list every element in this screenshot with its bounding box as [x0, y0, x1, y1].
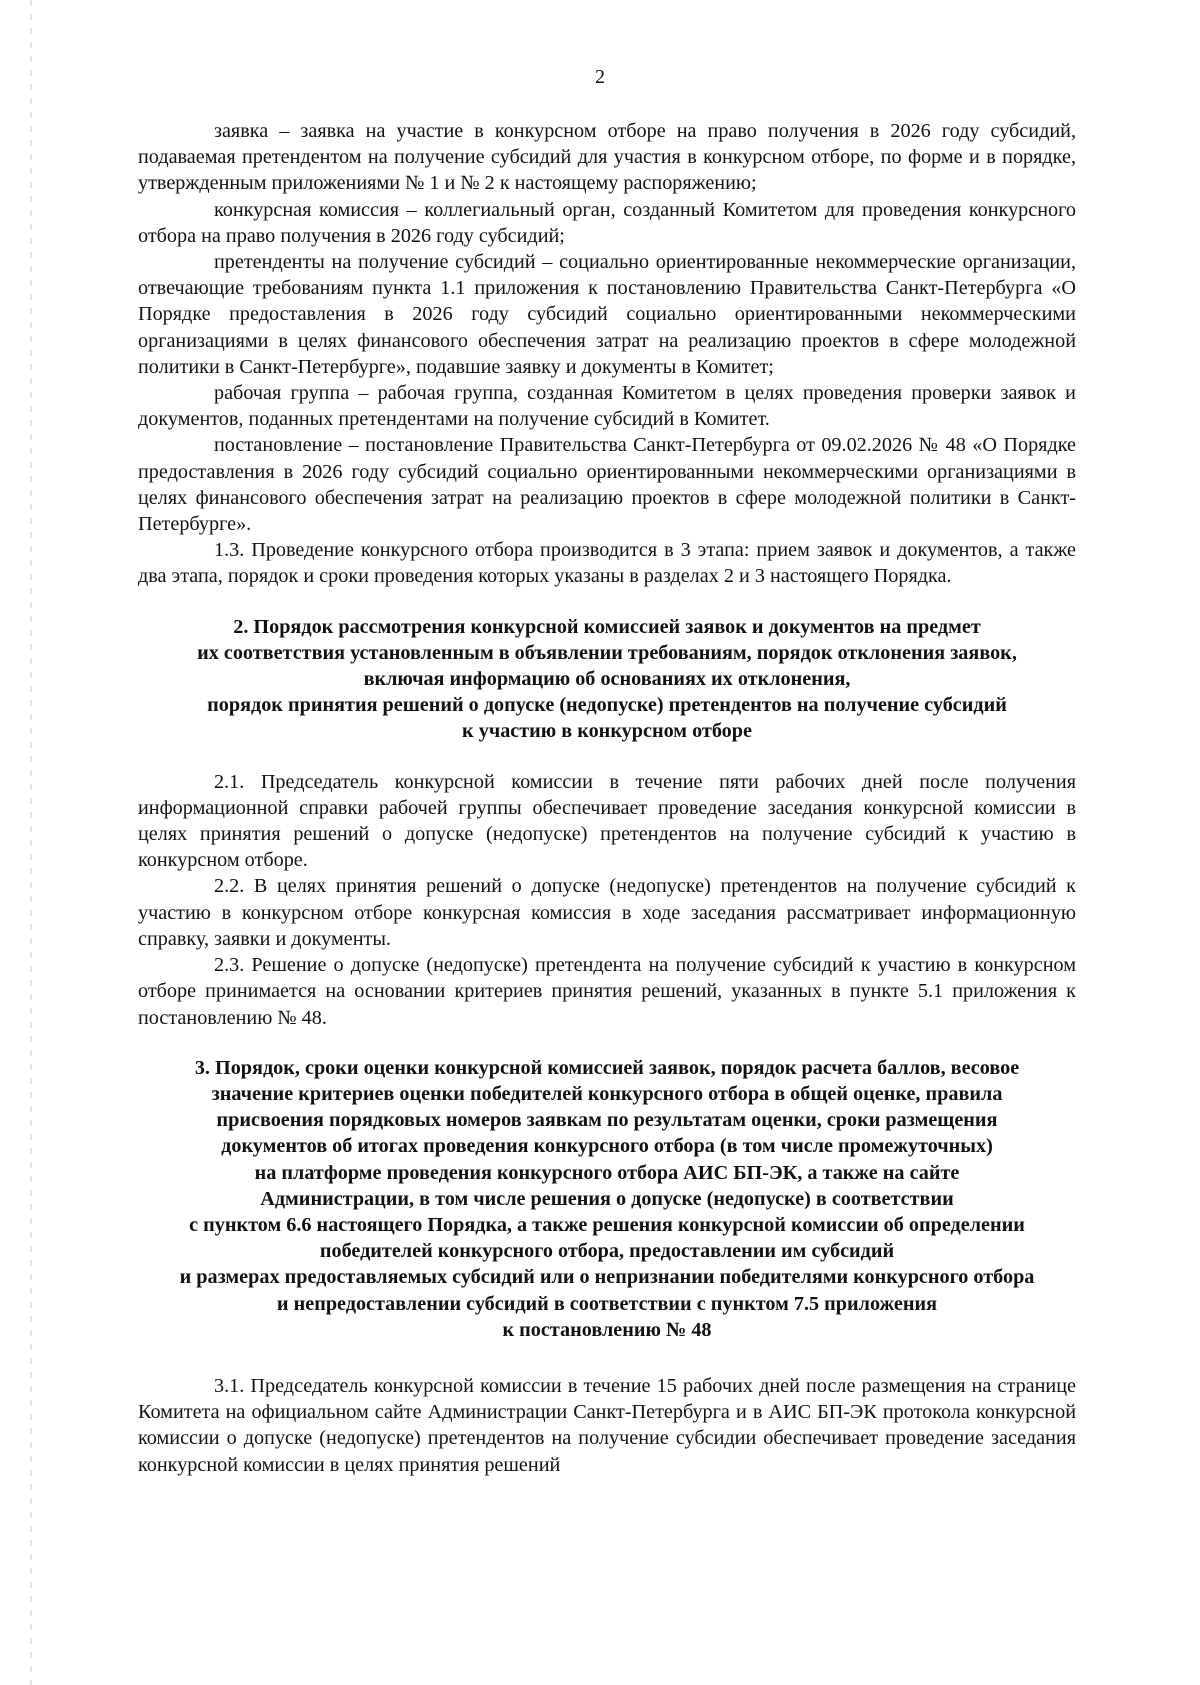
- section-3-heading: [138, 1055, 1076, 1343]
- document-body: [138, 118, 1076, 1478]
- paragraph-definition-applicants: претенденты на получение субсидий – социально ориентированные некоммерческие организации, отвечающие требованиям пункта 1.1 приложения к постановлению Правительства Санкт-Петербурга «О Порядке предоставления в 2026 году субсидий социально ориентированными некоммерческими организациями в целях финансового обеспечения затрат на реализацию проектов в сфере молодежной политики в Санкт-Петербурге», подавшие заявку и документы в Комитет;: [138, 251, 1076, 378]
- heading-line: к постановлению № 48: [502, 1318, 712, 1341]
- paragraph-definition-working-group: рабочая группа – рабочая группа, созданная Комитетом в целях проведения проверки заявок и документов, поданных претендентами на получение субсидий в Комитет.: [138, 382, 1076, 431]
- paragraph-definition-zayavka: заявка – заявка на участие в конкурсном отборе на право получения в 2026 году субсидий, подаваемая претендентом на получение субсидий для участия в конкурсном отборе, по форме и в порядке, утвержденным приложениями № 1 и № 2 к настоящему распоряжению;: [138, 120, 1076, 195]
- heading-line: и размерах предоставляемых субсидий или о непризнании победителями конкурсного отбора: [179, 1266, 1035, 1289]
- heading-line: присвоения порядковых номеров заявкам по результатам оценки, сроки размещения: [216, 1109, 998, 1132]
- paragraph-1-3: 1.3. Проведение конкурсного отбора производится в 3 этапа: прием заявок и документов, а также два этапа, порядок и сроки проведения которых указаны в разделах 2 и 3 настоящего Порядка.: [138, 539, 1076, 588]
- section-2-heading: [138, 614, 1076, 745]
- heading-line: 2. Порядок рассмотрения конкурсной комиссией заявок и документов на предмет: [233, 615, 981, 638]
- spacer: [138, 590, 1076, 614]
- heading-line: порядок принятия решений о допуске (недопуске) претендентов на получение субсидий: [207, 694, 1007, 717]
- paragraph-2-3: 2.3. Решение о допуске (недопуске) претендента на получение субсидий к участию в конкурсном отборе принимается на основании критериев принятия решений, указанных в пункте 5.1 приложения к постановлению № 48.: [138, 954, 1076, 1029]
- paragraph-2-2: 2.2. В целях принятия решений о допуске (недопуске) претендентов на получение субсидий к участию в конкурсном отборе конкурсная комиссия в ходе заседания рассматривает информационную справку, заявки и документы.: [138, 875, 1076, 950]
- spacer: [138, 1343, 1076, 1373]
- paragraph-2-1: 2.1. Председатель конкурсной комиссии в течение пяти рабочих дней после получения информационной справки рабочей группы обеспечивает проведение заседания конкурсной комиссии в целях принятия решений о допуске (недопуске) претендентов на получение субсидий к участию в конкурсном отборе.: [138, 770, 1076, 872]
- heading-line: включая информацию об основаниях их отклонения,: [363, 668, 851, 691]
- heading-line: к участию в конкурсном отборе: [462, 720, 752, 743]
- heading-line: значение критериев оценки победителей конкурсного отбора в общей оценке, правила: [211, 1082, 1003, 1105]
- scan-edge-artifact: [30, 0, 32, 1685]
- spacer: [138, 745, 1076, 769]
- heading-line: и непредоставлении субсидий в соответствии с пунктом 7.5 приложения: [276, 1292, 938, 1315]
- page-number: 2: [595, 66, 605, 88]
- paragraph-definition-resolution: постановление – постановление Правительства Санкт-Петербурга от 09.02.2026 № 48 «О Порядке предоставления в 2026 году субсидий социально ориентированными некоммерческими организациями в целях финансового обеспечения затрат на реализацию проектов в сфере молодежной политики в Санкт-Петербурге».: [138, 434, 1076, 536]
- heading-line: победителей конкурсного отбора, предоставлении им субсидий: [319, 1240, 895, 1263]
- heading-line: 3. Порядок, сроки оценки конкурсной комиссией заявок, порядок расчета баллов, весовое: [194, 1056, 1020, 1079]
- paragraph-3-1: 3.1. Председатель конкурсной комиссии в течение 15 рабочих дней после размещения на странице Комитета на официальном сайте Администрации Санкт-Петербурга и в АИС БП-ЭК протокола конкурсной комиссии о допуске (недопуске) претендентов на получение субсидии обеспечивает проведение заседания конкурсной комиссии в целях принятия решений: [138, 1374, 1076, 1476]
- heading-line: документов об итогах проведения конкурсного отбора (в том числе промежуточных): [221, 1135, 993, 1158]
- heading-line: с пунктом 6.6 настоящего Порядка, а также решения конкурсной комиссии об определении: [189, 1213, 1025, 1236]
- heading-line: на платформе проведения конкурсного отбора АИС БП-ЭК, а также на сайте: [254, 1161, 960, 1184]
- spacer: [138, 1031, 1076, 1055]
- paragraph-definition-commission: конкурсная комиссия – коллегиальный орган, созданный Комитетом для проведения конкурсного отбора на право получения в 2026 году субсидий;: [138, 198, 1076, 247]
- heading-line: Администрации, в том числе решения о допуске (недопуске) в соответствии: [260, 1187, 954, 1210]
- heading-line: их соответствия установленным в объявлении требованиям, порядок отклонения заявок,: [197, 641, 1017, 664]
